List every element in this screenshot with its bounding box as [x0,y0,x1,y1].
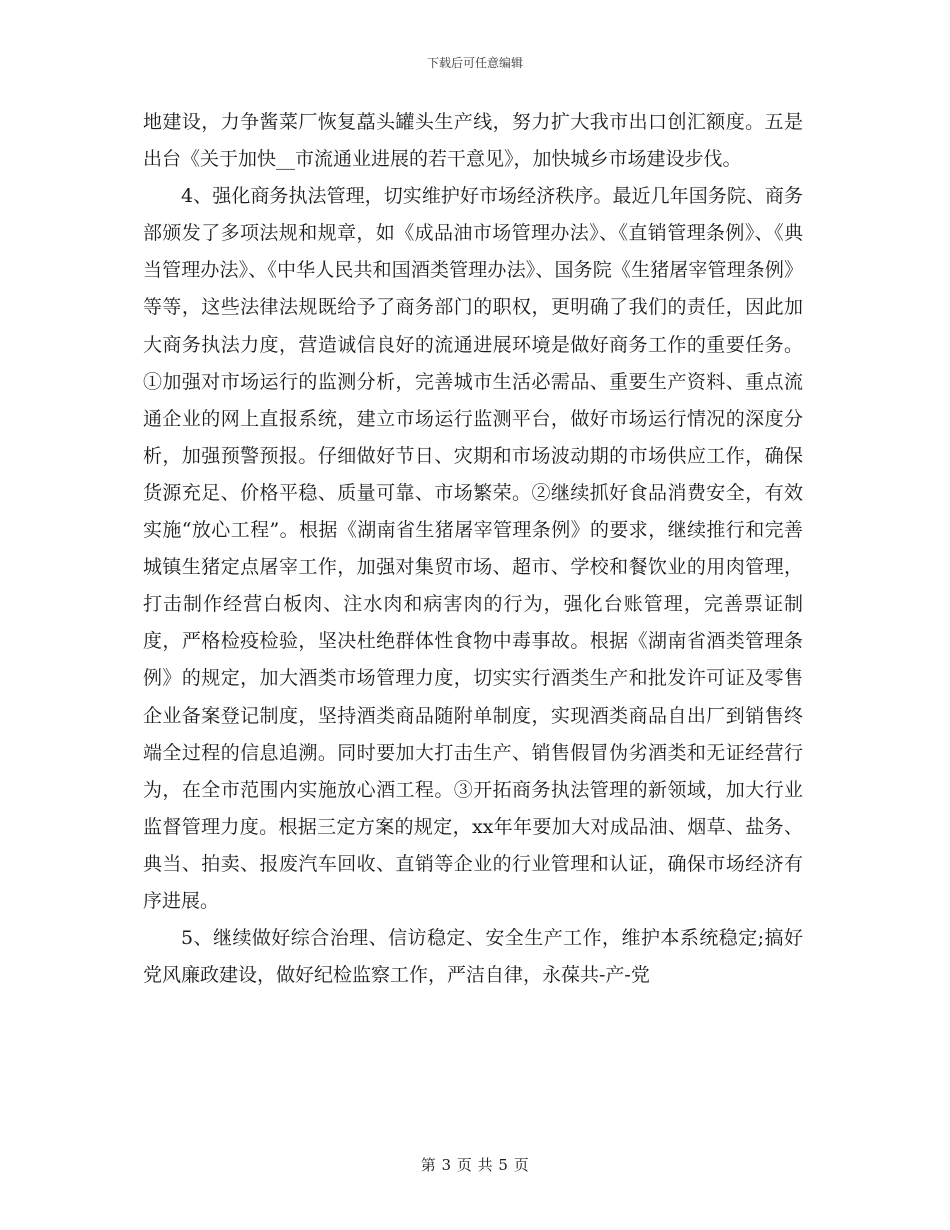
paragraph-item-4: 4、强化商务执法管理，切实维护好市场经济秩序。最近几年国务院、商务部颁发了多项法规和规章，如《成品油市场管理办法》、《直销管理条例》、《典当管理办法》、《中华人民共和国酒类管理办法》、国务院《生猪屠宰管理条例》等等，这些法律法规既给予了商务部门的职权，更明确了我们的责任，因此加大商务执法力度，营造诚信良好的流通进展环境是做好商务工作的重要任务。①加强对市场运行的监测分析，完善城市生活必需品、重要生产资料、重点流通企业的网上直报系统，建立市场运行监测平台，做好市场运行情况的深度分析，加强预警预报。仔细做好节日、灾期和市场波动期的市场供应工作，确保货源充足、价格平稳、质量可靠、市场繁荣。②继续抓好食品消费安全，有效实施“放心工程”。根据《湖南省生猪屠宰管理条例》的要求，继续推行和完善城镇生猪定点屠宰工作，加强对集贸市场、超市、学校和餐饮业的用肉管理，打击制作经营白板肉、注水肉和病害肉的行为，强化台账管理，完善票证制度，严格检疫检验，坚决杜绝群体性食物中毒事故。根据《湖南省酒类管理条例》的规定，加大酒类市场管理力度，切实实行酒类生产和批发许可证及零售企业备案登记制度，坚持酒类商品随附单制度，实现酒类商品自出厂到销售终端全过程的信息追溯。同时要加大打击生产、销售假冒伪劣酒类和无证经营行为，在全市范围内实施放心酒工程。③开拓商务执法管理的新领域，加大行业监督管理力度。根据三定方案的规定，xx年年要加大对成品油、烟草、盐务、典当、拍卖、报废汽车回收、直销等企业的行业管理和认证，确保市场经济有序进展。 [143,185,803,912]
page-number-footer: 第 3 页 共 5 页 [420,1156,530,1174]
document-body [143,104,803,994]
page-header-note: 下载后可任意编辑 [426,56,523,70]
paragraph-item-5: 5、继续做好综合治理、信访稳定、安全生产工作，维护本系统稳定;搞好党风廉政建设，做好纪检监察工作，严洁自律，永葆共-产-党 [143,927,803,987]
paragraph-continuation: 地建设，力争酱菜厂恢复藠头罐头生产线，努力扩大我市出口创汇额度。五是出台《关于加快__市流通业进展的若干意见》，加快城乡市场建设步伐。 [143,111,803,171]
